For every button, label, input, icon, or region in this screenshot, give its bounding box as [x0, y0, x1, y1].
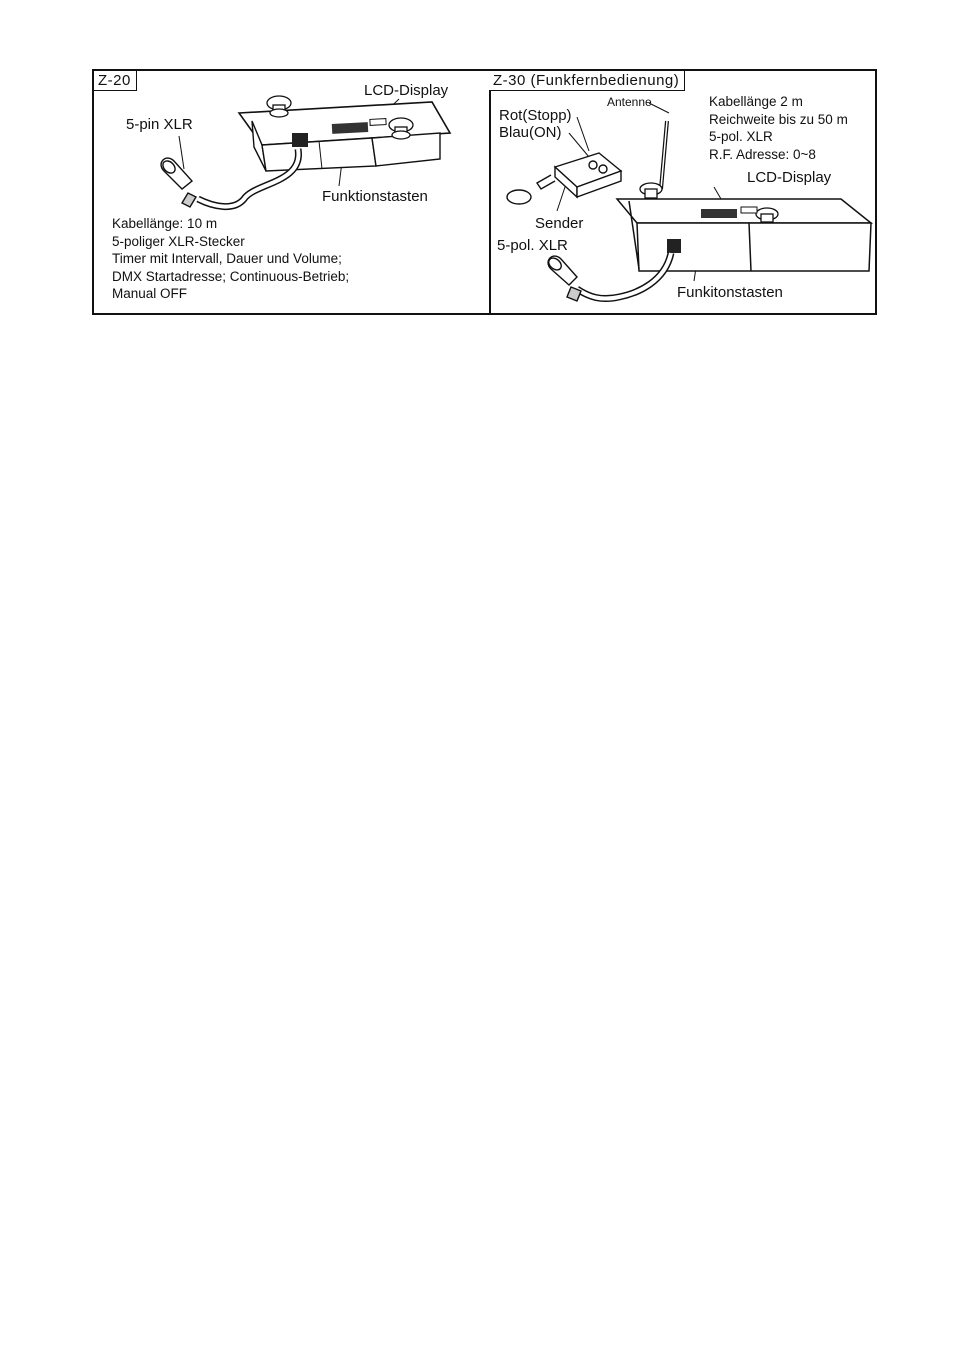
label-lcd-display: LCD-Display	[747, 169, 832, 186]
product-figure	[92, 69, 877, 315]
label-lcd-display: LCD-Display	[364, 82, 449, 99]
panel-z20-title: Z-20	[94, 71, 137, 91]
label-antenna: Antenne	[607, 95, 652, 109]
z30-spec-list	[709, 93, 848, 163]
panel-z30	[489, 71, 875, 313]
spec-item: Manual OFF	[112, 286, 188, 301]
panel-z20	[94, 71, 491, 313]
spec-item: Timer mit Intervall, Dauer und Volume;	[112, 251, 342, 266]
spec-item: 5-poliger XLR-Stecker	[112, 233, 245, 249]
z20-spec-list	[112, 215, 349, 303]
label-function-keys: Funkitonstasten	[677, 284, 783, 301]
label-red-stop: Rot(Stopp)	[499, 107, 572, 124]
spec-item: Reichweite bis zu 50 m	[709, 111, 848, 127]
panel-z30-title: Z-30 (Funkfernbedienung)	[489, 71, 685, 91]
label-5pol-xlr: 5-pol. XLR	[497, 237, 568, 254]
spec-item: DMX Startadresse; Continuous-Betrieb;	[112, 268, 350, 284]
spec-item: Kabellänge: 10 m	[112, 216, 218, 231]
label-sender: Sender	[535, 215, 584, 232]
label-5pin-xlr: 5-pin XLR	[126, 116, 193, 133]
spec-item: 5-pol. XLR	[709, 129, 773, 144]
label-function-keys: Funktionstasten	[322, 188, 428, 205]
spec-item: Kabellänge 2 m	[709, 94, 803, 109]
label-blue-on: Blau(ON)	[499, 124, 562, 141]
spec-item: R.F. Adresse: 0~8	[709, 146, 816, 162]
